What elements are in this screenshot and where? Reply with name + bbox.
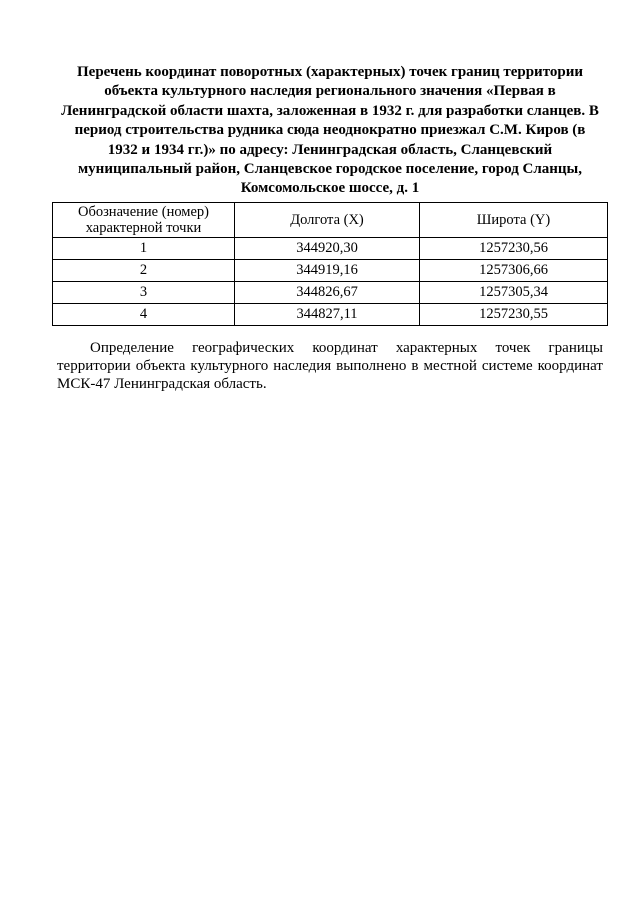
title-line: Перечень координат поворотных (характерных) точек границ территории xyxy=(77,64,583,80)
cell-x: 344826,67 xyxy=(235,282,420,304)
table-row xyxy=(53,260,608,282)
header-longitude: Долгота (X) xyxy=(235,203,420,238)
cell-x: 344919,16 xyxy=(235,260,420,282)
table-row xyxy=(53,282,608,304)
document-title xyxy=(50,63,610,199)
coordinates-table xyxy=(52,202,608,326)
title-line: Комсомольское шоссе, д. 1 xyxy=(240,180,420,197)
header-point-line1: Обозначение (номер) xyxy=(77,204,209,220)
cell-x: 344827,11 xyxy=(235,304,420,326)
title-line: объекта культурного наследия регионального значения «Первая в xyxy=(104,83,556,100)
cell-y: 1257305,34 xyxy=(420,282,608,304)
title-line: период строительства рудника сюда неоднократно приезжал С.М. Киров (в xyxy=(74,122,586,139)
coordinate-system-note: Определение географических координат характерных точек границы территории объекта культурного наследия выполнено в местной системе координат МСК-47 Ленинградская область. xyxy=(57,340,603,392)
cell-y: 1257230,55 xyxy=(420,304,608,326)
cell-point: 1 xyxy=(53,238,235,260)
cell-point: 4 xyxy=(53,304,235,326)
table-header-row xyxy=(53,203,608,238)
cell-point: 3 xyxy=(53,282,235,304)
header-latitude: Широта (Y) xyxy=(420,203,608,238)
table-row xyxy=(53,238,608,260)
table-row xyxy=(53,304,608,326)
title-line: Ленинградской области шахта, заложенная в 1932 г. для разработки сланцев. В xyxy=(61,102,599,119)
title-line: 1932 и 1934 гг.)» по адресу: Ленинградская область, Сланцевский xyxy=(107,141,553,158)
header-point-number xyxy=(53,203,235,238)
title-line: муниципальный район, Сланцевское городское поселение, город Сланцы, xyxy=(77,161,583,178)
cell-x: 344920,30 xyxy=(235,238,420,260)
cell-y: 1257230,56 xyxy=(420,238,608,260)
cell-point: 2 xyxy=(53,260,235,282)
cell-y: 1257306,66 xyxy=(420,260,608,282)
header-point-line2: характерной точки xyxy=(85,220,202,236)
